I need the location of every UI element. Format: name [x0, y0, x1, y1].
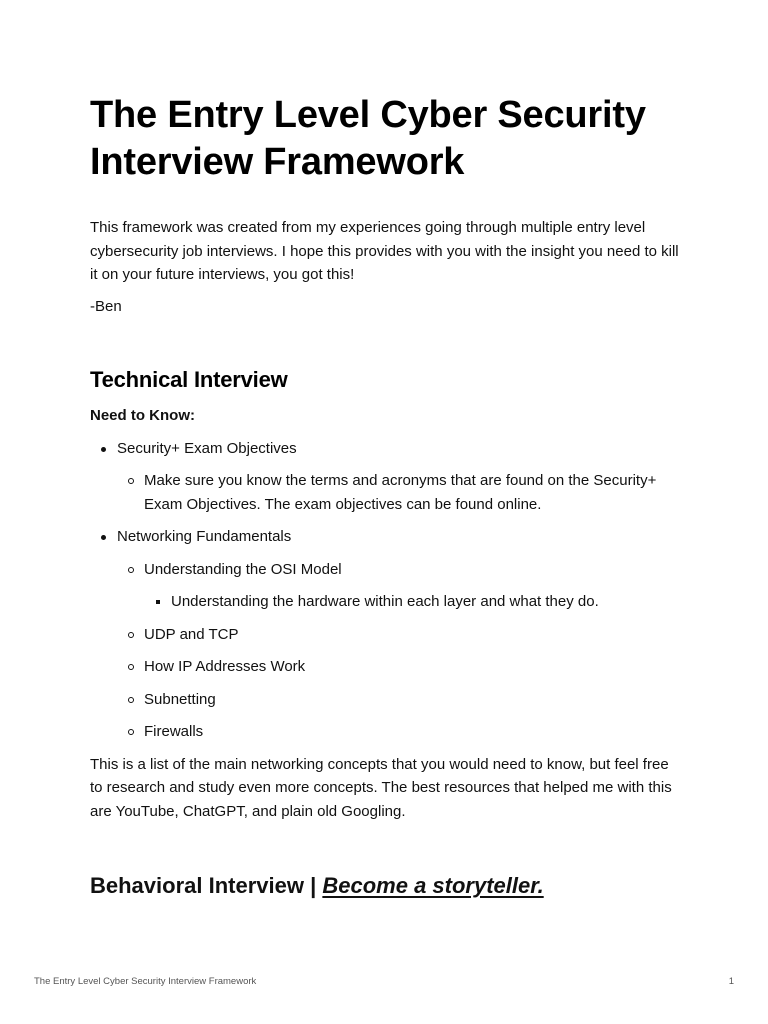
list-item: Firewalls	[90, 720, 680, 744]
circle-bullet-icon	[128, 478, 134, 484]
list-item: Subnetting	[90, 688, 680, 712]
bullet-icon	[101, 535, 106, 540]
list-item: UDP and TCP	[90, 623, 680, 647]
signature: -Ben	[90, 297, 122, 315]
technical-list	[90, 437, 680, 744]
technical-closing-paragraph: This is a list of the main networking concepts that you would need to know, but feel free to research and study even more concepts. The best resources that helped me with this are YouTube, ChatGPT, and plain old Googling.	[90, 755, 672, 820]
footer-title: The Entry Level Cyber Security Interview Framework	[34, 976, 257, 987]
footer-page-number: 1	[728, 976, 734, 987]
circle-bullet-icon	[128, 632, 134, 638]
need-to-know-label: Need to Know:	[90, 407, 195, 424]
bullet-icon	[101, 447, 106, 452]
document-page	[90, 92, 680, 898]
list-item: Make sure you know the terms and acronyms that are found on the Security+ Exam Objectives. The exam objectives can be found online.	[90, 469, 680, 516]
circle-bullet-icon	[128, 729, 134, 735]
circle-bullet-icon	[128, 567, 134, 573]
behavioral-emphasis: Become a storyteller.	[322, 873, 544, 898]
list-item: Understanding the OSI Model	[90, 558, 680, 582]
list-item: Security+ Exam Objectives	[90, 437, 680, 461]
circle-bullet-icon	[128, 697, 134, 703]
circle-bullet-icon	[128, 664, 134, 670]
list-item: Networking Fundamentals	[90, 525, 680, 549]
intro-paragraph: This framework was created from my experiences going through multiple entry level cybersecurity job interviews. I hope this provides with you with the insight you need to kill it on your future interviews, you got this!	[90, 219, 679, 283]
square-bullet-icon	[156, 600, 160, 604]
technical-heading: Technical Interview	[90, 367, 288, 392]
list-item: Understanding the hardware within each layer and what they do.	[90, 590, 680, 614]
behavioral-heading: Behavioral Interview | Become a storyteller.	[90, 873, 544, 898]
list-item: How IP Addresses Work	[90, 655, 680, 679]
document-title: The Entry Level Cyber Security Interview Framework	[90, 94, 646, 183]
